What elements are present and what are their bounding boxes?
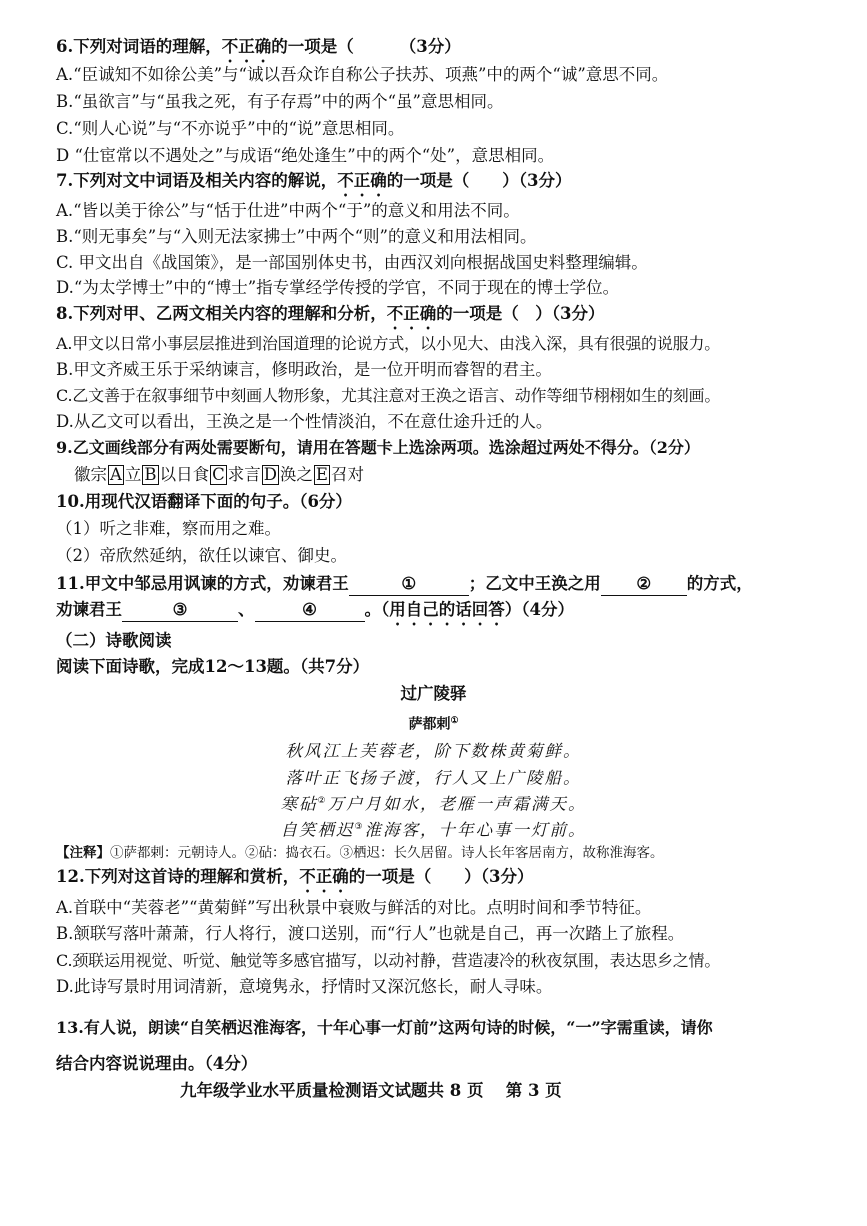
q11-text: 的方式， <box>686 574 753 593</box>
q11-line-1 <box>56 573 831 596</box>
q12-option-d: D.此诗写景时用词清新，意境隽永，抒情时又深沉悠长，耐人寻味。 <box>56 977 553 996</box>
q12-option-c: C.颈联运用视觉、听觉、触觉等多感官描写，以动衬静，营造凄冷的秋夜氛围，表达思乡之情。 <box>56 951 721 970</box>
q6-option-c: C.“则人心说”与“不亦说乎”中的“说”意思相同。 <box>56 119 405 138</box>
q11-text: ；乙文中王涣之用 <box>468 574 601 593</box>
poem-author <box>0 710 867 736</box>
q6-stem-tail: 的一项是（ <box>271 37 354 56</box>
q8-stem-text: 8.下列对甲、乙两文相关内容的理解和分析， <box>56 304 387 323</box>
poem-note-mark: ③ <box>354 822 365 832</box>
poem-title: 过广陵驿 <box>400 684 467 703</box>
q11-blank-1: ① <box>349 573 469 596</box>
q8-emphasis: 不正确 <box>386 304 437 323</box>
q12-emphasis: 不正确 <box>299 867 349 886</box>
q8-stem-tail: 的一项是（ ）（3分） <box>436 304 605 323</box>
poem-line-2 <box>0 764 867 790</box>
q9-mark-b: B <box>144 465 157 484</box>
q11-text: 劝谏君王 <box>56 600 122 619</box>
poem-text: 寒砧 <box>280 794 318 814</box>
q11-blank-3: ③ <box>122 599 238 622</box>
q6-option-b: B.“虽欲言”与“虽我之死，有子存焉”中的两个“虽”意思相同。 <box>56 92 504 111</box>
q12-option-b: B.颔联写落叶萧萧，行人将行，渡口送别，而“行人”也就是自己，再一次踏上了旅程。 <box>56 924 685 943</box>
notes-label: 【注释】 <box>56 845 110 861</box>
q6-stem-text: 6.下列对词语的理解， <box>56 37 222 56</box>
q10-item-2: （2）帝欣然延纳，欲任以谏官、御史。 <box>56 546 347 565</box>
q9-seg: 求言 <box>227 465 261 484</box>
poem-author-name: 萨都剌 <box>408 716 451 733</box>
q9-mark-e: E <box>315 465 328 484</box>
q11-blank-2: ② <box>601 573 687 596</box>
q13-line-2: 结合内容说说理由。（4分） <box>56 1054 258 1073</box>
q9-mark-a: A <box>110 465 122 484</box>
q7-option-a: A.“皆以美于徐公”与“恬于仕进”中两个“于”的意义和用法不同。 <box>56 201 520 220</box>
q6-option-d: D “仕宦常以不遇处之”与成语“绝处逢生”中的两个“处”，意思相同。 <box>56 146 555 165</box>
page-footer: 九年级学业水平质量检测语文试题共 8 页 第 3 页 <box>180 1081 562 1100</box>
q8-stem <box>56 303 831 333</box>
q12-stem <box>56 866 831 896</box>
q8-option-b: B.甲文齐威王乐于采纳谏言，修明政治，是一位开明而睿智的君主。 <box>56 360 552 379</box>
q6-score: （3分） <box>399 37 461 56</box>
q6-emphasis: 不正确 <box>221 37 272 56</box>
q8-option-d: D.从乙文可以看出，王涣之是一个性情淡泊，不在意仕途升迁的人。 <box>56 412 553 431</box>
q6-option-a: A.“臣诚知不如徐公美”与“诚以吾众诈自称公子扶苏、项燕”中的两个“诚”意思不同。 <box>56 65 669 84</box>
q9-seg: 涣之 <box>279 465 313 484</box>
poem-text: 自笑栖迟 <box>280 820 355 840</box>
poem-text: 万户月如水，老雁一声霜满天。 <box>327 794 587 814</box>
poem-note-mark: ② <box>317 796 328 806</box>
q9-seg: 立 <box>124 465 142 484</box>
poem-line-1 <box>0 737 867 763</box>
poem-text: 秋风江上芙蓉老，阶下数株黄菊鲜。 <box>285 741 582 761</box>
q9-seg: 徽宗 <box>74 465 107 484</box>
q13-line-1: 13.有人说，朗读“自笑栖迟淮海客，十年心事一灯前”这两句诗的时候，“一”字需重读，请你 <box>56 1018 713 1037</box>
q12-option-a: A.首联中“芙蓉老”“黄菊鲜”写出秋景中衰败与鲜活的对比。点明时间和季节特征。 <box>56 898 652 917</box>
notes-text: ①萨都剌：元朝诗人。②砧：捣衣石。③栖迟：长久居留。诗人长年客居南方，故称淮海客。 <box>110 845 664 861</box>
q11-text: 11.甲文中邹忌用讽谏的方式，劝谏君王 <box>56 574 349 593</box>
q11-emphasis: 用自己的话回答 <box>389 600 505 619</box>
q7-option-c: C. 甲文出自《战国策》，是一部国别体史书，由西汉刘向根据战国史料整理编辑。 <box>56 253 648 272</box>
q7-stem-tail: 的一项是（ ）（3分） <box>386 171 572 190</box>
poem-text: 淮海客，十年心事一灯前。 <box>364 820 587 840</box>
q11-text: ）（4分） <box>504 600 574 619</box>
poem-text: 落叶正飞扬子渡，行人又上广陵船。 <box>285 768 582 788</box>
q9-sentence <box>74 464 831 486</box>
q10-item-1: （1）听之非难，察而用之难。 <box>56 519 281 538</box>
q7-option-b: B.“则无事矣”与“入则无法家拂士”中两个“则”的意义和用法相同。 <box>56 227 537 246</box>
poem-author-note-mark: ① <box>450 716 459 726</box>
section-instruction: 阅读下面诗歌，完成12～13题。（共7分） <box>56 657 370 676</box>
poem-line-4 <box>0 816 867 842</box>
q8-option-a: A.甲文以日常小事层层推进到治国道理的论说方式，以小见大、由浅入深，具有很强的说服力。 <box>56 334 721 353</box>
section-heading: （二）诗歌阅读 <box>56 631 172 650</box>
q7-stem <box>56 170 831 200</box>
poem-line-3 <box>0 790 867 816</box>
q11-line-2 <box>56 599 831 629</box>
q10-stem: 10.用现代汉语翻译下面的句子。（6分） <box>56 492 352 511</box>
q7-emphasis: 不正确 <box>337 171 387 190</box>
q11-text: 、 <box>238 600 255 619</box>
q9-mark-d: D <box>263 465 277 484</box>
q12-stem-text: 12.下列对这首诗的理解和赏析， <box>56 867 300 886</box>
q6-stem <box>56 36 831 66</box>
q9-stem: 9.乙文画线部分有两处需要断句，请用在答题卡上选涂两项。选涂超过两处不得分。（2分） <box>56 438 700 457</box>
q12-stem-tail: 的一项是（ ）（3分） <box>348 867 534 886</box>
q8-option-c: C.乙文善于在叙事细节中刻画人物形象，尤其注意对王涣之语言、动作等细节栩栩如生的刻画。 <box>56 386 721 405</box>
q11-text: 。（ <box>364 600 390 619</box>
q7-option-d: D.“为太学博士”中的“博士”指专掌经学传授的学官，不同于现在的博士学位。 <box>56 278 620 297</box>
q7-stem-text: 7.下列对文中词语及相关内容的解说， <box>56 171 338 190</box>
q11-blank-4: ④ <box>255 599 365 622</box>
q9-seg: 以日食 <box>159 465 210 484</box>
q9-seg: 召对 <box>330 465 364 484</box>
poem-notes <box>56 842 831 864</box>
q9-mark-c: C <box>212 465 225 484</box>
